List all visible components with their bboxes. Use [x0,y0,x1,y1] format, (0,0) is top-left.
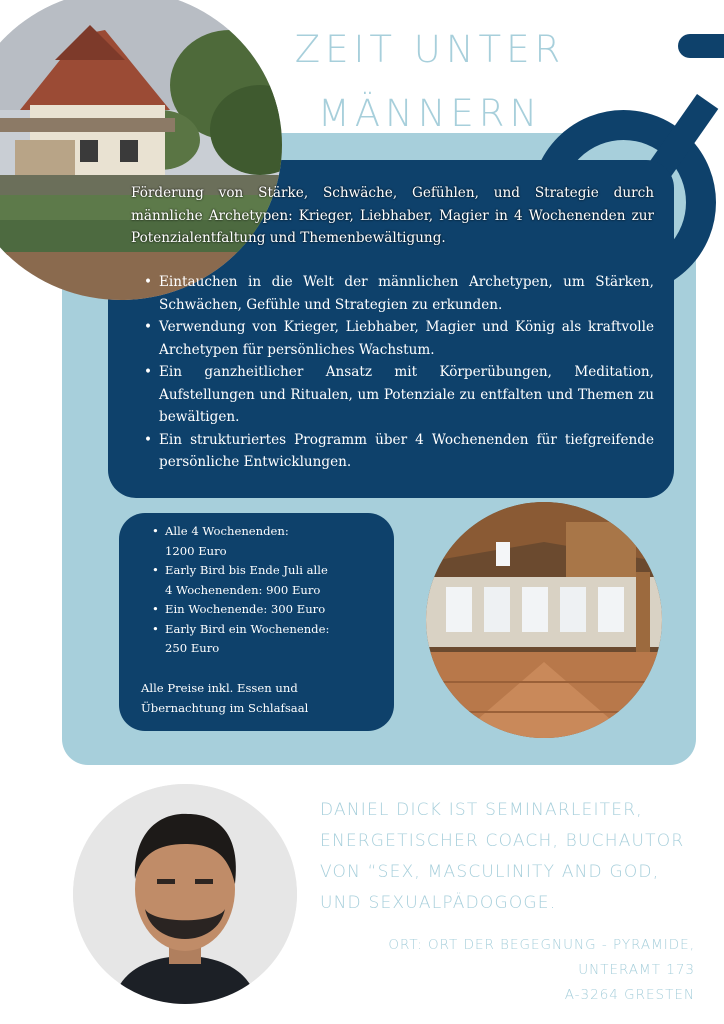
event-address [360,933,695,1008]
price-item [150,561,380,600]
portrait-photo [73,784,297,1004]
feature-item: • Verwendung von Krieger, Liebhaber, Magier und König als kraftvolle Archetypen für persönliches Wachstum. [141,316,654,361]
intro-text: Förderung von Stärke, Schwäche, Gefühlen, und Strategie durch männliche Archetypen: Krieger, Liebhaber, Magier in 4 Wochenenden zur Potenzialentfaltung und Themenbewältigung. [131,185,654,246]
feature-item: • Ein ganzheitlicher Ansatz mit Körperübungen, Meditation, Aufstellungen und Ritualen, um Potenziale zu entfalten und Themen zu bewältigen. [141,361,654,429]
address-line-3: A-3264 GRESTEN [564,987,695,1003]
price-item-line-2: 4 Wochenenden: 900 Euro [165,582,321,597]
feature-item: • Ein strukturiertes Programm über 4 Wochenenden für tiefgreifende persönliche Entwicklungen. [141,429,654,474]
price-list [150,522,380,659]
price-item-line-1: Early Bird ein Wochenende: [165,621,330,636]
price-note-line-2: Übernachtung im Schlafsaal [141,701,309,715]
price-item-line-2: 1200 Euro [165,543,227,558]
address-line-2: UNTERAMT 173 [578,962,695,978]
price-item [150,522,380,561]
title-line-1: ZEIT UNTER [294,28,566,71]
price-item [150,620,380,659]
page-title [290,18,570,146]
trainer-bio: DANIEL DICK IST SEMINARLEITER, ENERGETISCHER COACH, BUCHAUTOR VON “SEX, MASCULINITY AND GOD, UND SEXUALPÄDOGOGE. [320,800,685,913]
price-item-line-2: 250 Euro [165,641,220,655]
feature-list [141,271,654,474]
price-item-line-1: Early Bird bis Ende Juli alle [165,563,328,577]
price-note-line-1: Alle Preise inkl. Essen und [141,681,298,695]
price-note [141,678,371,718]
price-item-line-1: Alle 4 Wochenenden: [165,524,289,538]
price-item [150,600,380,620]
price-item-line-1: Ein Wochenende: 300 Euro [165,602,326,616]
address-line-1: ORT: ORT DER BEGEGNUNG - PYRAMIDE, [388,937,695,953]
decorative-bar [678,34,724,58]
feature-item: • Eintauchen in die Welt der männlichen Archetypen, um Stärken, Schwächen, Gefühle und Strategien zu erkunden. [141,271,654,316]
hall-photo [426,502,662,738]
title-line-2: MÄNNERN [317,92,543,135]
